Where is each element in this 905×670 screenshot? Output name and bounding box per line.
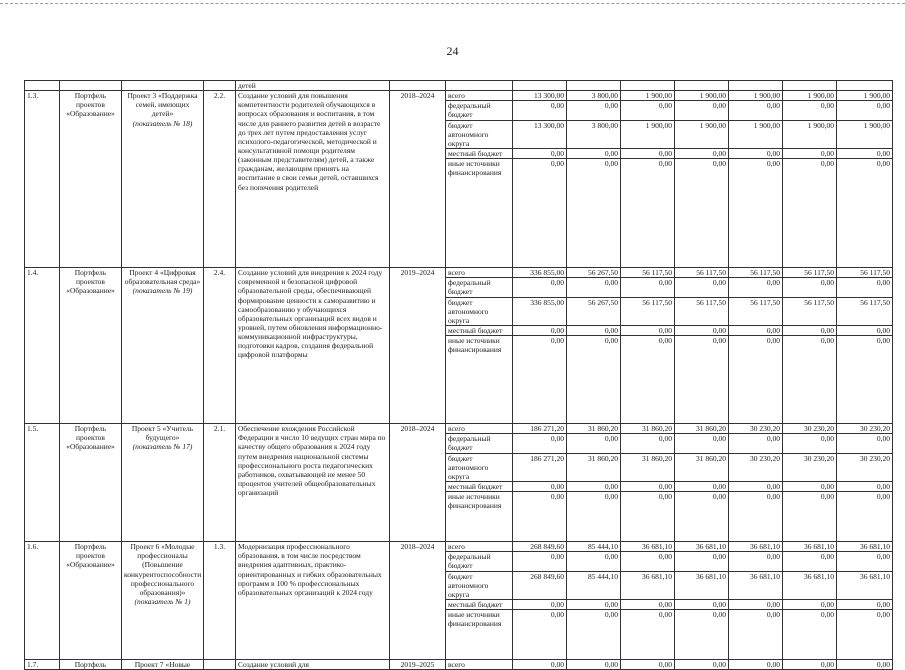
amount-cell: 0,00 — [621, 148, 675, 158]
page-number: 24 — [446, 44, 459, 58]
amount-cell: 0,00 — [729, 278, 783, 297]
amount-cell: 30 230,20 — [783, 453, 837, 481]
row-number: 1.5. — [25, 424, 60, 542]
amount-cell: 0,00 — [837, 148, 893, 158]
funding-source: местный бюджет — [446, 148, 513, 158]
amount-cell: 0,00 — [621, 610, 675, 660]
amount-cell: 0,00 — [729, 148, 783, 158]
amount-cell: 0,00 — [729, 325, 783, 335]
amount-cell: 56 117,50 — [783, 268, 837, 278]
amount-cell: 0,00 — [729, 610, 783, 660]
project-cell — [122, 424, 204, 542]
amount-cell: 0,00 — [783, 660, 837, 670]
project-indicator: (показатель № 18) — [132, 118, 193, 128]
amount-cell: 31 860,20 — [675, 424, 729, 434]
goal-description: Создание условий для повышения компетентности родителей обучающихся в вопросах образования и воспитания, в том числе для раннего развития детей в возрасте до трех лет путем предоставления услуг психолого-педагогической, методической и консультативной помощи родителям (законным представителям) детей, а также гражданам, желающим принять на воспитание в свои семьи детей, оставшихся без попечения родителей — [236, 91, 390, 268]
amount-cell: 0,00 — [567, 336, 621, 424]
row-number: 1.4. — [25, 268, 60, 424]
amount-cell: 0,00 — [567, 325, 621, 335]
amount-cell: 0,00 — [675, 481, 729, 491]
goal-description: Создание условий для внедрения к 2024 году современной и безопасной цифровой образовательной среды, обеспечивающей формирование ценности к саморазвитию и самообразованию у обучающихся образовательных организаций всех видов и уровней, путем обновления информационно-коммуникационной инфраструктуры, подготовки кадров, создания федеральной цифровой платформы — [236, 268, 390, 424]
amount-cell: 0,00 — [675, 101, 729, 120]
amount-cell: 85 444,10 — [567, 542, 621, 552]
amount-cell: 0,00 — [783, 278, 837, 297]
project-cell: Проект 7 «Новые — [122, 660, 204, 670]
amount-cell: 36 681,10 — [621, 571, 675, 599]
amount-cell: 1 900,00 — [837, 120, 893, 148]
amount-cell: 0,00 — [621, 599, 675, 609]
funding-source: всего — [446, 268, 513, 278]
goal-code — [204, 660, 236, 670]
table-row — [25, 268, 893, 278]
amount-cell: 36 681,10 — [837, 571, 893, 599]
amount-cell: 30 230,20 — [729, 424, 783, 434]
amount-cell: 0,00 — [837, 434, 893, 453]
amount-cell: 56 117,50 — [783, 297, 837, 325]
amount-cell: 0,00 — [837, 325, 893, 335]
funding-source: бюджет автономного округа — [446, 571, 513, 599]
amount-cell: 13 300,00 — [513, 91, 567, 101]
goal-description: Обеспечение вхождения Российской Федерации в число 10 ведущих стран мира по качеству общего образования к 2024 году путем внедрения национальной системы профессионального роста педагогических работников, охватывающей не менее 50 процентов учителей общеобразовательных организаций — [236, 424, 390, 542]
amount-cell: 0,00 — [837, 481, 893, 491]
funding-source: федеральный бюджет — [446, 434, 513, 453]
amount-cell: 1 900,00 — [729, 91, 783, 101]
budget-table — [24, 80, 893, 670]
funding-source: всего — [446, 542, 513, 552]
amount-cell: 268 849,60 — [513, 542, 567, 552]
amount-cell: 0,00 — [675, 599, 729, 609]
amount-cell: 0,00 — [513, 599, 567, 609]
amount-cell: 268 849,60 — [513, 571, 567, 599]
funding-source: местный бюджет — [446, 325, 513, 335]
amount-cell: 1 900,00 — [675, 120, 729, 148]
amount-cell: 0,00 — [513, 325, 567, 335]
amount-cell: 30 230,20 — [837, 453, 893, 481]
funding-source: бюджет автономного округа — [446, 453, 513, 481]
amount-cell: 36 681,10 — [729, 571, 783, 599]
amount-cell: 0,00 — [621, 552, 675, 571]
amount-cell: 0,00 — [675, 434, 729, 453]
amount-cell: 30 230,20 — [783, 424, 837, 434]
amount-cell: 0,00 — [837, 599, 893, 609]
funding-source: местный бюджет — [446, 481, 513, 491]
project-name: Проект 3 «Поддержка семей, имеющих детей» — [127, 91, 198, 119]
amount-cell: 0,00 — [729, 434, 783, 453]
amount-cell: 56 117,50 — [729, 297, 783, 325]
amount-cell: 0,00 — [567, 481, 621, 491]
project-indicator: (показатель № 17) — [132, 442, 193, 452]
table-row — [25, 660, 893, 670]
amount-cell: 0,00 — [783, 101, 837, 120]
period-cell: 2018–2024 — [390, 424, 446, 542]
amount-cell: 0,00 — [675, 336, 729, 424]
amount-cell: 0,00 — [783, 599, 837, 609]
amount-cell: 36 681,10 — [783, 542, 837, 552]
amount-cell: 186 271,20 — [513, 424, 567, 434]
amount-cell: 0,00 — [675, 552, 729, 571]
amount-cell: 36 681,10 — [675, 571, 729, 599]
amount-cell: 56 267,50 — [567, 268, 621, 278]
funding-source: иные источники финансирования — [446, 336, 513, 424]
amount-cell: 0,00 — [675, 278, 729, 297]
funding-source: всего — [446, 660, 513, 670]
amount-cell: 56 117,50 — [837, 268, 893, 278]
funding-source: иные источники финансирования — [446, 492, 513, 542]
amount-cell: 0,00 — [675, 610, 729, 660]
amount-cell: 13 300,00 — [513, 120, 567, 148]
carryover-row — [25, 81, 893, 91]
amount-cell: 0,00 — [837, 159, 893, 268]
amount-cell: 31 860,20 — [621, 424, 675, 434]
amount-cell: 0,00 — [621, 101, 675, 120]
amount-cell: 0,00 — [567, 492, 621, 542]
funding-source: иные источники финансирования — [446, 159, 513, 268]
amount-cell: 0,00 — [513, 159, 567, 268]
amount-cell: 0,00 — [513, 552, 567, 571]
project-cell — [122, 542, 204, 660]
amount-cell: 30 230,20 — [729, 453, 783, 481]
amount-cell: 1 900,00 — [837, 91, 893, 101]
amount-cell: 0,00 — [837, 336, 893, 424]
table-row — [25, 91, 893, 101]
goal-description: Модернизация профессионального образования, в том числе посредством внедрения адаптивных, практико-ориентированных и гибких образовательных программ в 100 % профессиональных образовательных организаций к 2024 году — [236, 542, 390, 660]
amount-cell: 36 681,10 — [729, 542, 783, 552]
project-cell — [122, 268, 204, 424]
amount-cell: 0,00 — [783, 434, 837, 453]
amount-cell: 0,00 — [675, 325, 729, 335]
amount-cell: 0,00 — [783, 610, 837, 660]
amount-cell: 0,00 — [513, 148, 567, 158]
amount-cell: 0,00 — [513, 481, 567, 491]
amount-cell: 1 900,00 — [621, 91, 675, 101]
table-row — [25, 424, 893, 434]
amount-cell: 36 681,10 — [621, 542, 675, 552]
portfolio-cell: Портфель — [60, 660, 122, 670]
amount-cell: 85 444,10 — [567, 571, 621, 599]
funding-source: всего — [446, 424, 513, 434]
amount-cell: 0,00 — [729, 552, 783, 571]
amount-cell: 56 267,50 — [567, 297, 621, 325]
amount-cell: 56 117,50 — [621, 297, 675, 325]
amount-cell: 56 117,50 — [675, 297, 729, 325]
funding-source: местный бюджет — [446, 599, 513, 609]
amount-cell: 0,00 — [567, 101, 621, 120]
portfolio-cell: Портфель проектов «Образование» — [60, 542, 122, 660]
amount-cell: 0,00 — [837, 492, 893, 542]
amount-cell: 0,00 — [783, 336, 837, 424]
project-indicator: (показатель № 19) — [132, 286, 193, 296]
amount-cell: 0,00 — [783, 552, 837, 571]
amount-cell: 31 860,20 — [567, 453, 621, 481]
amount-cell: 56 117,50 — [621, 268, 675, 278]
funding-source: федеральный бюджет — [446, 278, 513, 297]
amount-cell: 0,00 — [567, 610, 621, 660]
amount-cell: 0,00 — [567, 660, 621, 670]
funding-source: бюджет автономного округа — [446, 297, 513, 325]
funding-source: бюджет автономного округа — [446, 120, 513, 148]
project-name: Проект 5 «Учитель будущего» — [131, 424, 194, 443]
amount-cell: 31 860,20 — [567, 424, 621, 434]
amount-cell: 0,00 — [513, 660, 567, 670]
row-number: 1.7. — [25, 660, 60, 670]
amount-cell: 0,00 — [621, 336, 675, 424]
amount-cell: 36 681,10 — [837, 542, 893, 552]
amount-cell: 0,00 — [783, 492, 837, 542]
amount-cell: 0,00 — [513, 610, 567, 660]
amount-cell: 0,00 — [567, 278, 621, 297]
amount-cell: 0,00 — [675, 148, 729, 158]
project-name: Проект 6 «Молодые профессионалы (Повышение конкурентоспособности профессионального образования)» — [124, 542, 202, 597]
budget-table-body — [25, 81, 893, 670]
amount-cell: 0,00 — [675, 660, 729, 670]
amount-cell: 0,00 — [621, 278, 675, 297]
period-cell: 2018–2024 — [390, 542, 446, 660]
goal-code: 2.4. — [204, 268, 236, 424]
funding-source: иные источники финансирования — [446, 610, 513, 660]
goal-code: 2.1. — [204, 424, 236, 542]
project-cell — [122, 91, 204, 268]
amount-cell: 0,00 — [729, 599, 783, 609]
amount-cell: 0,00 — [729, 481, 783, 491]
amount-cell: 36 681,10 — [675, 542, 729, 552]
goal-code: 2.2. — [204, 91, 236, 268]
portfolio-cell: Портфель проектов «Образование» — [60, 91, 122, 268]
amount-cell: 0,00 — [729, 660, 783, 670]
amount-cell: 0,00 — [675, 159, 729, 268]
row-number: 1.6. — [25, 542, 60, 660]
amount-cell: 0,00 — [621, 325, 675, 335]
portfolio-cell: Портфель проектов «Образование» — [60, 424, 122, 542]
period-cell: 2019–2025 — [390, 660, 446, 670]
page-top-rule — [0, 3, 905, 4]
funding-source: федеральный бюджет — [446, 552, 513, 571]
amount-cell: 0,00 — [621, 492, 675, 542]
amount-cell: 36 681,10 — [783, 571, 837, 599]
amount-cell: 0,00 — [513, 492, 567, 542]
amount-cell: 3 800,00 — [567, 120, 621, 148]
amount-cell: 0,00 — [621, 434, 675, 453]
amount-cell: 0,00 — [567, 148, 621, 158]
period-cell: 2019–2024 — [390, 268, 446, 424]
amount-cell: 0,00 — [621, 481, 675, 491]
portfolio-cell: Портфель проектов «Образование» — [60, 268, 122, 424]
amount-cell: 0,00 — [621, 660, 675, 670]
funding-source: всего — [446, 91, 513, 101]
amount-cell: 0,00 — [513, 336, 567, 424]
amount-cell: 56 117,50 — [729, 268, 783, 278]
amount-cell: 3 800,00 — [567, 91, 621, 101]
amount-cell: 0,00 — [513, 101, 567, 120]
period-cell: 2018–2024 — [390, 91, 446, 268]
goal-description: Создание условий для — [236, 660, 390, 670]
amount-cell: 0,00 — [837, 101, 893, 120]
amount-cell: 56 117,50 — [837, 297, 893, 325]
amount-cell: 30 230,20 — [837, 424, 893, 434]
amount-cell: 1 900,00 — [783, 120, 837, 148]
amount-cell: 0,00 — [513, 434, 567, 453]
carryover-text: детей — [236, 81, 390, 91]
amount-cell: 0,00 — [621, 159, 675, 268]
amount-cell: 0,00 — [675, 492, 729, 542]
amount-cell: 0,00 — [567, 159, 621, 268]
amount-cell: 0,00 — [837, 660, 893, 670]
goal-code: 1.3. — [204, 542, 236, 660]
funding-source: федеральный бюджет — [446, 101, 513, 120]
amount-cell: 0,00 — [729, 336, 783, 424]
amount-cell: 336 855,00 — [513, 297, 567, 325]
amount-cell: 31 860,20 — [621, 453, 675, 481]
table-row — [25, 542, 893, 552]
amount-cell: 0,00 — [729, 492, 783, 542]
amount-cell: 0,00 — [729, 159, 783, 268]
project-indicator: (показатель № 1) — [134, 596, 191, 606]
amount-cell: 0,00 — [783, 148, 837, 158]
row-number: 1.3. — [25, 91, 60, 268]
amount-cell: 0,00 — [513, 278, 567, 297]
amount-cell: 1 900,00 — [729, 120, 783, 148]
amount-cell: 56 117,50 — [675, 268, 729, 278]
amount-cell: 186 271,20 — [513, 453, 567, 481]
amount-cell: 0,00 — [783, 481, 837, 491]
amount-cell: 0,00 — [837, 552, 893, 571]
amount-cell: 336 855,00 — [513, 268, 567, 278]
amount-cell: 1 900,00 — [675, 91, 729, 101]
amount-cell: 31 860,20 — [675, 453, 729, 481]
amount-cell: 0,00 — [837, 610, 893, 660]
amount-cell: 0,00 — [567, 434, 621, 453]
amount-cell: 1 900,00 — [783, 91, 837, 101]
amount-cell: 0,00 — [729, 101, 783, 120]
amount-cell: 1 900,00 — [621, 120, 675, 148]
amount-cell: 0,00 — [783, 159, 837, 268]
amount-cell: 0,00 — [783, 325, 837, 335]
amount-cell: 0,00 — [567, 552, 621, 571]
amount-cell: 0,00 — [567, 599, 621, 609]
amount-cell: 0,00 — [837, 278, 893, 297]
project-name: Проект 4 «Цифровая образовательная среда» — [124, 268, 201, 287]
